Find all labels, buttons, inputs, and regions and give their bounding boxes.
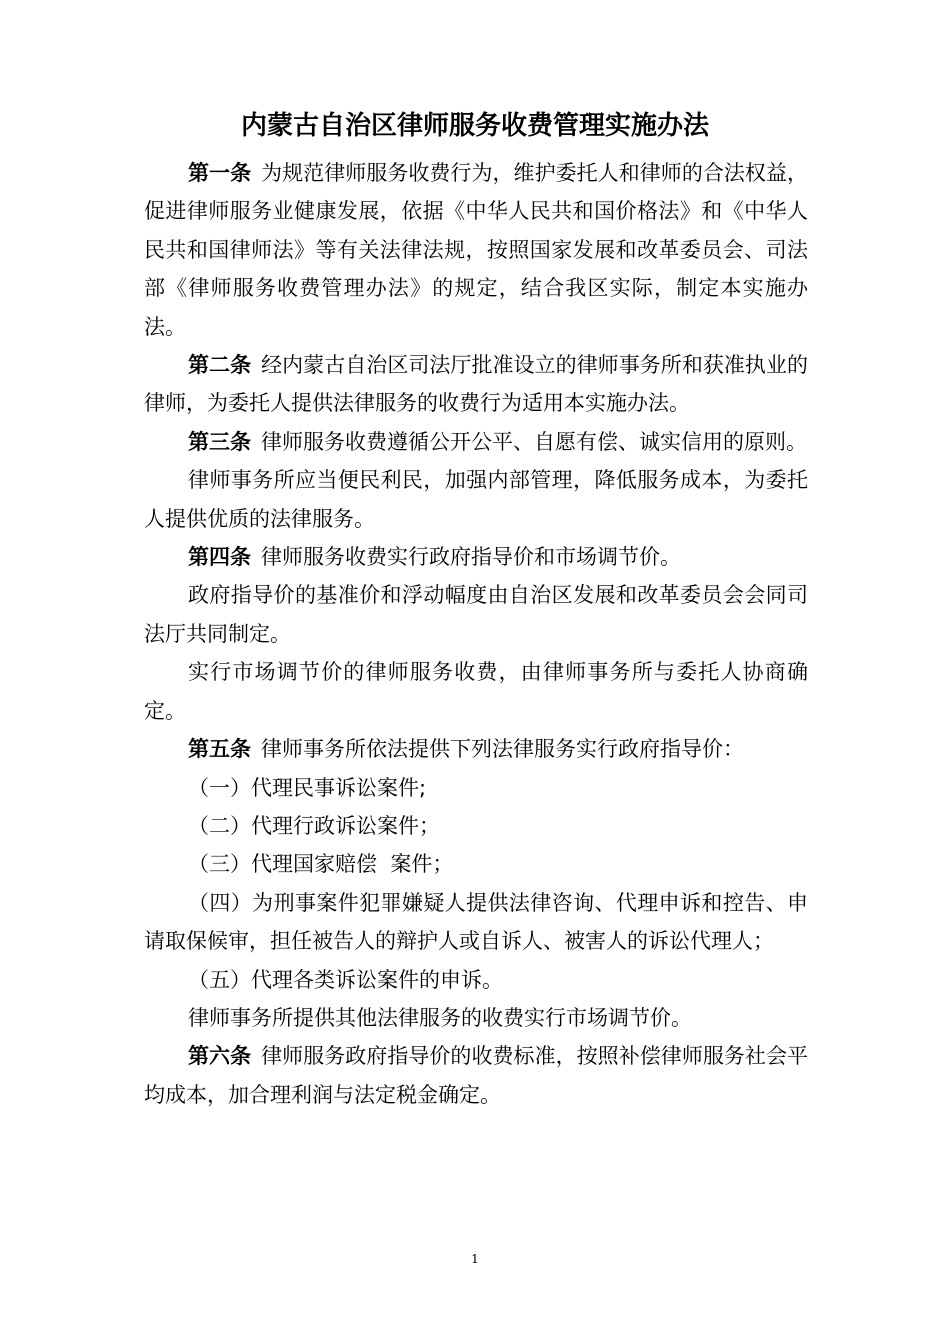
paragraph: [144, 346, 808, 423]
paragraph-text: 为规范律师服务收费行为，维护委托人和律师的合法权益，促进律师服务业健康发展，依据《中华人民共和国价格法》和《中华人民共和国律师法》等有关法律法规，按照国家发展和改革委员会、司法部《律师服务收费管理办法》的规定，结合我区实际，制定本实施办法。: [144, 161, 808, 339]
list-item: [144, 807, 808, 845]
paragraph: [144, 1037, 808, 1114]
article-number: 第三条: [188, 429, 251, 454]
paragraph: [144, 154, 808, 346]
paragraph-text: 经内蒙古自治区司法厅批准设立的律师事务所和获准执业的律师，为委托人提供法律服务的收费行为适用本实施办法。: [144, 353, 808, 416]
article-number: 第二条: [188, 353, 252, 378]
document-title: 内蒙古自治区律师服务收费管理实施办法: [240, 111, 709, 141]
paragraph-text: 律师事务所应当便民利民，加强内部管理，降低服务成本，为委托人提供优质的法律服务。: [144, 468, 808, 531]
paragraph-text: 律师服务政府指导价的收费标准，按照补偿律师服务社会平均成本，加合理利润与法定税金确定。: [144, 1044, 808, 1107]
list-item: [144, 769, 808, 807]
paragraph-text: （四）为刑事案件犯罪嫌疑人提供法律咨询、代理申诉和控告、申请取保候审，担任被告人的辩护人或自诉人、被害人的诉讼代理人；: [144, 890, 808, 954]
paragraph-text: 律师服务收费实行政府指导价和市场调节价。: [261, 545, 681, 570]
paragraph: [144, 423, 808, 461]
paragraph-text: （一）代理民事诉讼案件;: [188, 775, 427, 800]
article-number: 第一条: [188, 161, 252, 185]
paragraph: [144, 461, 808, 538]
page-number: 1: [471, 1252, 479, 1266]
list-item: [144, 961, 808, 999]
article-number: 第四条: [188, 545, 251, 570]
paragraph: [144, 730, 808, 768]
paragraph-text: 实行市场调节价的律师服务收费，由律师事务所与委托人协商确定。: [144, 660, 808, 723]
paragraph-text: 政府指导价的基准价和浮动幅度由自治区发展和改革委员会会同司法厅共同制定。: [144, 583, 808, 646]
paragraph-text: （五）代理各类诉讼案件的申诉。: [188, 967, 503, 992]
paragraph: [144, 999, 808, 1037]
list-item: [144, 884, 808, 961]
paragraph: [144, 653, 808, 730]
article-number: 第六条: [188, 1044, 252, 1069]
paragraph-text: 律师事务所依法提供下列法律服务实行政府指导价：: [261, 737, 744, 762]
document-body: [144, 154, 808, 1114]
paragraph-text: 律师服务收费遵循公开公平、自愿有偿、诚实信用的原则。: [261, 429, 807, 454]
paragraph: [144, 576, 808, 653]
paragraph-text: 律师事务所提供其他法律服务的收费实行市场调节价。: [188, 1005, 692, 1030]
list-item: [144, 845, 808, 883]
paragraph: [144, 538, 808, 576]
article-number: 第五条: [188, 737, 251, 762]
paragraph-text: （二）代理行政诉讼案件；: [188, 813, 440, 838]
paragraph-text: （三）代理国家赔偿 案件；: [188, 852, 454, 877]
